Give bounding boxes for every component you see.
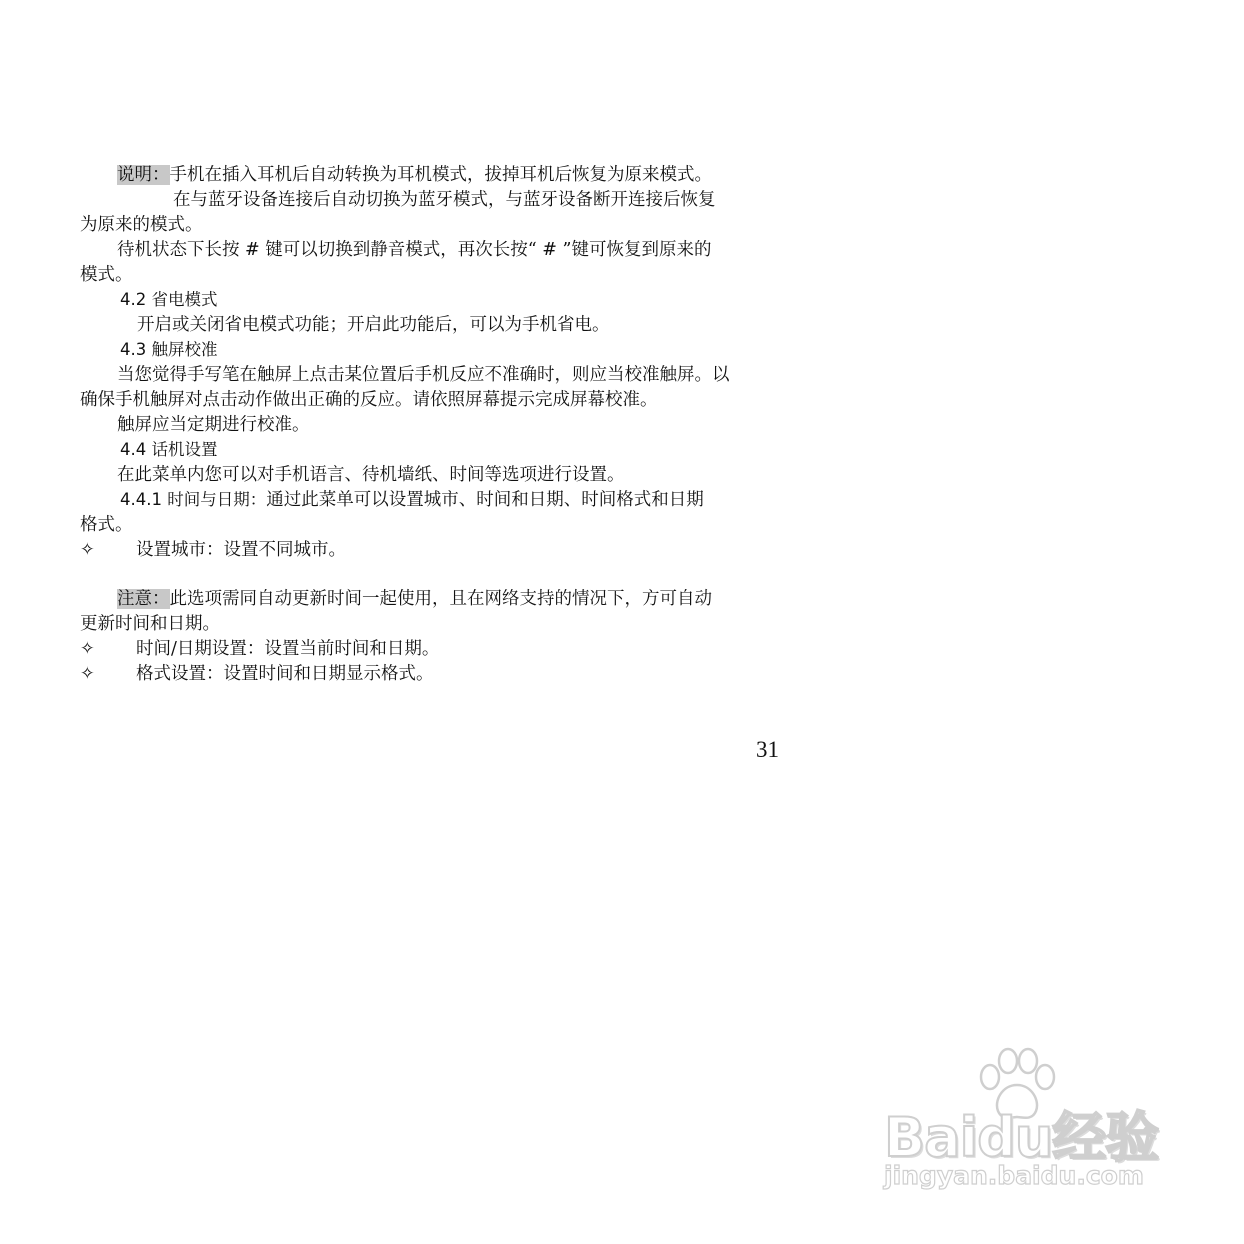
paragraph-line: 更新时间和日期。	[80, 614, 220, 634]
bullet-text: 格式设置：设置时间和日期显示格式。	[136, 664, 434, 684]
bullet-item	[80, 637, 782, 661]
note-text: 手机在插入耳机后自动转换为耳机模式，拔掉耳机后恢复为原来模式。	[169, 165, 712, 185]
paragraph-line: 开启或关闭省电模式功能；开启此功能后，可以为手机省电。	[137, 315, 610, 335]
section-heading: 4.4 话机设置	[120, 440, 218, 459]
paragraph-line: 在此菜单内您可以对手机语言、待机墙纸、时间等选项进行设置。	[117, 465, 625, 485]
note-line	[80, 163, 819, 187]
bullet-text: 设置城市：设置不同城市。	[136, 540, 346, 560]
watermark-site: jingyan.baidu.com	[884, 1161, 1144, 1190]
paragraph-line: 触屏应当定期进行校准。	[117, 415, 310, 435]
note-label: 注意：	[117, 589, 170, 609]
bullet-text: 时间/日期设置：设置当前时间和日期。	[136, 639, 440, 659]
diamond-bullet-icon: ✧	[80, 664, 95, 684]
paragraph-line: 在与蓝牙设备连接后自动切换为蓝牙模式，与蓝牙设备断开连接后恢复	[173, 190, 716, 210]
baidu-jingyan-watermark	[880, 1055, 1180, 1205]
paragraph-line: 模式。	[80, 265, 133, 285]
note-text: 此选项需同自动更新时间一起使用，且在网络支持的情况下，方可自动	[169, 589, 712, 609]
section-heading: 4.3 触屏校准	[120, 340, 218, 359]
bullet-item	[80, 538, 782, 562]
paragraph-line: 格式。	[80, 515, 133, 535]
paragraph-line: 为原来的模式。	[80, 215, 203, 235]
page-number: 31	[756, 737, 779, 762]
paragraph-line: 待机状态下长按 # 键可以切换到静音模式，再次长按“ # ”键可恢复到原来的	[117, 240, 712, 260]
watermark-logo: Baidu经验	[884, 1106, 1159, 1169]
note-line	[80, 587, 819, 611]
paragraph-line: 当您觉得手写笔在触屏上点击某位置后手机反应不准确时，则应当校准触屏。以	[117, 365, 730, 385]
subsection-label: 4.4.1 时间与日期：	[120, 490, 267, 509]
note-label: 说明：	[117, 165, 170, 185]
section-heading: 4.2 省电模式	[120, 290, 218, 309]
diamond-bullet-icon: ✧	[80, 639, 95, 659]
subsection-text: 通过此菜单可以设置城市、时间和日期、时间格式和日期	[266, 490, 704, 510]
bullet-item	[80, 662, 782, 686]
diamond-bullet-icon: ✧	[80, 540, 95, 560]
paragraph-line: 确保手机触屏对点击动作做出正确的反应。请依照屏幕提示完成屏幕校准。	[80, 390, 658, 410]
subsection-line	[80, 488, 822, 512]
